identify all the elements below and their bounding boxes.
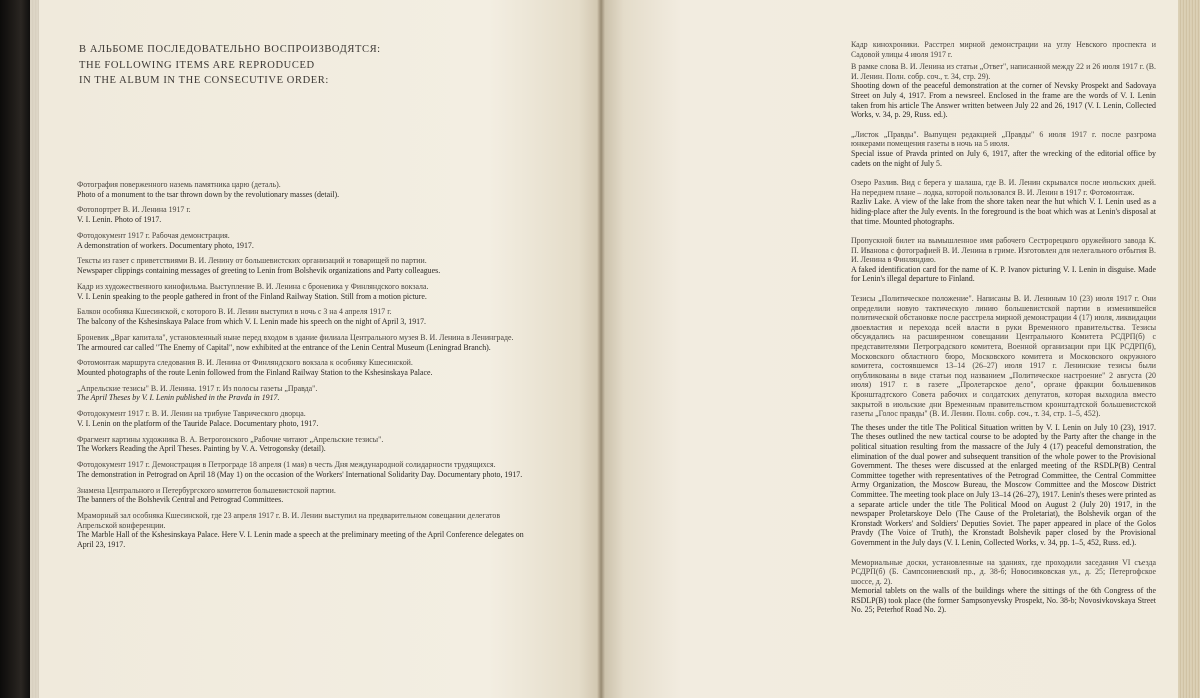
list-item: [77, 180, 527, 199]
right-item-list: [851, 40, 1156, 625]
book-cover-spine: [0, 0, 30, 698]
item-en: V. I. Lenin. Photo of 1917.: [77, 215, 162, 225]
item-ru: Фотодокумент 1917 г. Рабочая демонстрация.: [77, 230, 230, 240]
item-en: Memorial tablets on the walls of the buildings where the sittings of the 6th Congress of the RSDLP(B) took place (the former Sampsonyevsky Prospekt, No. 38-b; Novosivkovskaya Street No. 25; Peterhof Road No. 2).: [851, 586, 1156, 615]
header-line-ru: В АЛЬБОМЕ ПОСЛЕДОВАТЕЛЬНО ВОСПРОИЗВОДЯТСЯ:: [79, 44, 381, 55]
left-page: [39, 0, 601, 698]
header-line-en-1: THE FOLLOWING ITEMS ARE REPRODUCED: [79, 59, 315, 71]
item-ru: Фотодокумент 1917 г. В. И. Ленин на трибуне Таврического дворца.: [77, 409, 306, 419]
item-ru: Знамена Центрального и Петербургского комитетов большевистской партии.: [77, 485, 336, 495]
list-item: [77, 460, 527, 479]
list-item: [77, 486, 527, 505]
list-item: [851, 294, 1156, 419]
page-edges-right: [1178, 0, 1200, 698]
item-ru: „Апрельские тезисы" В. И. Ленина. 1917 г. Из полосы газеты „Правда".: [77, 383, 318, 393]
item-ru: Озеро Разлив. Вид с берега у шалаша, где В. И. Ленин скрывался после июльских дней. На переднем плане – лодка, которой пользовался В. И. Ленин в 1917 г. Фотомонтаж.: [851, 178, 1156, 197]
item-ru: Пропускной билет на вымышленное имя рабочего Сестрорецкого оружейного завода К. П. Иванова с фотографией В. И. Ленина в гриме. Изготовлен для нелегального отбытия В. И. Ленина в Финляндию.: [851, 236, 1156, 265]
list-item: [77, 384, 527, 403]
item-en: The Marble Hall of the Kshesinskaya Palace. Here V. I. Lenin made a speech at the preliminary meeting of the April Conference delegates on April 23, 1917.: [77, 530, 524, 550]
list-item: [77, 307, 527, 326]
item-en: Mounted photographs of the route Lenin followed from the Finland Railway Station to the Kshesinskaya Palace.: [77, 367, 433, 377]
item-en: The Workers Reading the April Theses. Painting by V. A. Vetrogonsky (detail).: [77, 444, 326, 454]
item-ru: „Листок „Правды". Выпущен редакцией „Правды" 6 июля 1917 г. после разгрома юнкерами помещения газеты в ночь на 5 июля.: [851, 129, 1156, 149]
list-item: [77, 435, 527, 454]
item-ru: Броневик „Враг капитала", установленный ныне перед входом в здание филиала Центрального музея В. И. Ленина в Ленинграде.: [77, 332, 514, 342]
item-en: A demonstration of workers. Documentary photo, 1917.: [77, 240, 254, 250]
list-item: [77, 511, 527, 549]
list-item: [77, 409, 527, 428]
list-item: [851, 62, 1156, 120]
list-item: [851, 130, 1156, 168]
header-line-en-2: IN THE ALBUM IN THE CONSECUTIVE ORDER:: [79, 75, 329, 86]
right-page: [601, 0, 1178, 698]
item-en: Razliv Lake. A view of the lake from the shore taken near the hut which V. I. Lenin used as a hiding-place after the July events. In the foreground is the boat which was at Lenin's disposal at that time. Mounted photographs.: [851, 197, 1156, 226]
list-item: [77, 205, 527, 224]
item-en: Shooting down of the peaceful demonstration at the corner of Nevsky Prospekt and Sadovaya Street on July 4, 1917. From a newsreel. Enclosed in the frame are the words of V. I. Lenin taken from his article The Answer written between July 22 and 26, 1917 (V. I. Lenin, Collected Works, v. 34, p. 29, Russ. ed.).: [851, 81, 1156, 120]
item-ru: В рамке слова В. И. Ленина из статьи „Ответ", написанной между 22 и 26 июля 1917 г. (В. И. Ленин. Полн. собр. соч., т. 34, стр. 29).: [851, 62, 1156, 81]
list-item: [77, 333, 527, 352]
list-item: [851, 423, 1156, 548]
item-ru: Кадр кинохроники. Расстрел мирной демонстрации на углу Невского проспекта и Садовой улицы 4 июля 1917 г.: [851, 40, 1156, 59]
list-item: [77, 256, 527, 275]
item-ru: Фотопортрет В. И. Ленина 1917 г.: [77, 205, 191, 215]
item-ru: Фрагмент картины художника В. А. Ветрогонского „Рабочие читают „Апрельские тезисы".: [77, 434, 384, 444]
item-en: The balcony of the Kshesinskaya Palace from which V. I. Lenin made his speech on the night of April 3, 1917.: [77, 317, 427, 327]
left-item-list: [77, 180, 527, 556]
list-item: [77, 231, 527, 250]
album-contents-header: [79, 42, 519, 89]
item-en: A faked identification card for the name of K. P. Ivanov picturing V. I. Lenin in disguise. Made for Lenin's illegal departure to Finland.: [851, 264, 1156, 284]
item-en: Newspaper clippings containing messages of greeting to Lenin from Bolshevik organizations and Party colleagues.: [77, 266, 441, 276]
list-item: [851, 178, 1156, 226]
item-ru: Кадр из художественного кинофильма. Выступление В. И. Ленина с броневика у Финляндского вокзала.: [77, 281, 429, 291]
item-en: V. I. Lenin on the platform of the Tauride Palace. Documentary photo, 1917.: [77, 418, 319, 428]
list-item: [851, 558, 1156, 616]
item-en: Photo of a monument to the tsar thrown down by the revolutionary masses (detail).: [77, 189, 340, 199]
list-item: [77, 282, 527, 301]
item-en: The armoured car called "The Enemy of Capital", now exhibited at the entrance of the Lenin Central Museum (Leningrad Branch).: [77, 342, 491, 352]
item-ru: Фотомонтаж маршрута следования В. И. Ленина от Финляндского вокзала к особняку Кшесинской.: [77, 358, 413, 368]
item-ru: Мемориальные доски, установленные на зданиях, где проходили заседания VI съезда РСДРП(б) (Б. Сампсониевский пр., д. 38-б; Новосивковская ул., д. 25; Петергофское шоссе, д. 2).: [851, 557, 1156, 586]
item-ru: Тезисы „Политическое положение". Написаны В. И. Лениным 10 (23) июля 1917 г. Они определили новую тактическую линию большевистской партии в изменившейся политической обстановке после расстрела мирной демонстрации 4 (17) июля, ликвидации двоевластия и перехода всей власти в руки Временного правительства. Тезисы обсуждались на расширенном совещании Центрального Комитета РСДРП(б) с представителями Петроградского комитета, Военной организации при ЦК РСДРП(б), Московского областного бюро, Московского комитета и Московского окружного комитета, состоявшемся 13–14 (26–27) июля 1917 г. Ленинские тезисы были опубликованы в виде статьи под названием „Политическое настроение" 2 августа (20 июля) 1917 г. в газете „Пролетарское дело", органе фракции большевиков Кронштадтского Совета рабочих и солдатских депутатов, которая выходила вместо закрытой в июльские дни Временным правительством кронштадтской большевистской газеты „Голос правды" (В. И. Ленин. Полн. собр. соч., т. 34, стр. 1–5, 452).: [851, 294, 1156, 419]
item-en: The theses under the title The Political Situation written by V. I. Lenin on July 10 (23), 1917. The theses outlined the new tactical course to be adopted by the Party after the change in the political situation resulting from the massacre of the July 4 (17) peaceful demonstration, the elimination of the dual power and subsequent transition of the whole power to the Provisional Government. The theses were discussed at the enlarged meeting of the RSDLP(B) Central Committee together with representatives of the Petrograd Committee, the Central Committee Army Organization, the Moscow Bureau, the Moscow Committee and the Moscow District Committee. The meeting took place on July 13–14 (26–27), 1917. Lenin's theses were printed as a separate article under the title The Political Mood on August 2 (July 20) 1917, in the newspaper Proletarskoye Delo (The Cause of the Proletariat), the Bolshevik organ of the Kronstadt Workers' and Soldiers' Deputies Soviet. The paper appeared in place of the Golos Pravdy (The Voice of Truth), the Kronstadt Bolshevik paper closed by the Provisional Government in the July days (V. I. Lenin, Collected Works, v. 34, pp. 1–5, 452, Russ. ed.).: [851, 422, 1156, 547]
item-ru: Фотография поверженного наземь памятника царю (деталь).: [77, 180, 281, 189]
item-ru: Фотодокумент 1917 г. Демонстрация в Петрограде 18 апреля (1 мая) в честь Дня международной солидарности трудящихся.: [77, 460, 496, 470]
item-en: The April Theses by V. I. Lenin published in the Pravda in 1917.: [77, 393, 280, 403]
page-edges-left: [30, 0, 39, 698]
list-item: [851, 236, 1156, 284]
list-item: [77, 358, 527, 377]
item-ru: Тексты из газет с приветствиями В. И. Ленину от большевистских организаций и товарищей по партии.: [77, 256, 427, 266]
book-gutter: [597, 0, 605, 698]
item-ru: Балкон особняка Кшесинской, с которого В. И. Ленин выступил в ночь с 3 на 4 апреля 1917 г.: [77, 307, 392, 317]
item-en: V. I. Lenin speaking to the people gathered in front of the Finland Railway Station. Still from a motion picture.: [77, 291, 427, 301]
list-item: [851, 40, 1156, 59]
item-en: The banners of the Bolshevik Central and Petrograd Committees.: [77, 495, 284, 505]
item-ru: Мраморный зал особняка Кшесинской, где 23 апреля 1917 г. В. И. Ленин выступил на предварительном совещании делегатов Апрельской конференции.: [77, 511, 501, 530]
item-en: Special issue of Pravda printed on July 6, 1917, after the wrecking of the editorial office by cadets on the night of July 5.: [851, 148, 1156, 168]
item-en: The demonstration in Petrograd on April 18 (May 1) on the occasion of the Workers' International Solidarity Day. Documentary photo, 1917.: [77, 469, 523, 479]
